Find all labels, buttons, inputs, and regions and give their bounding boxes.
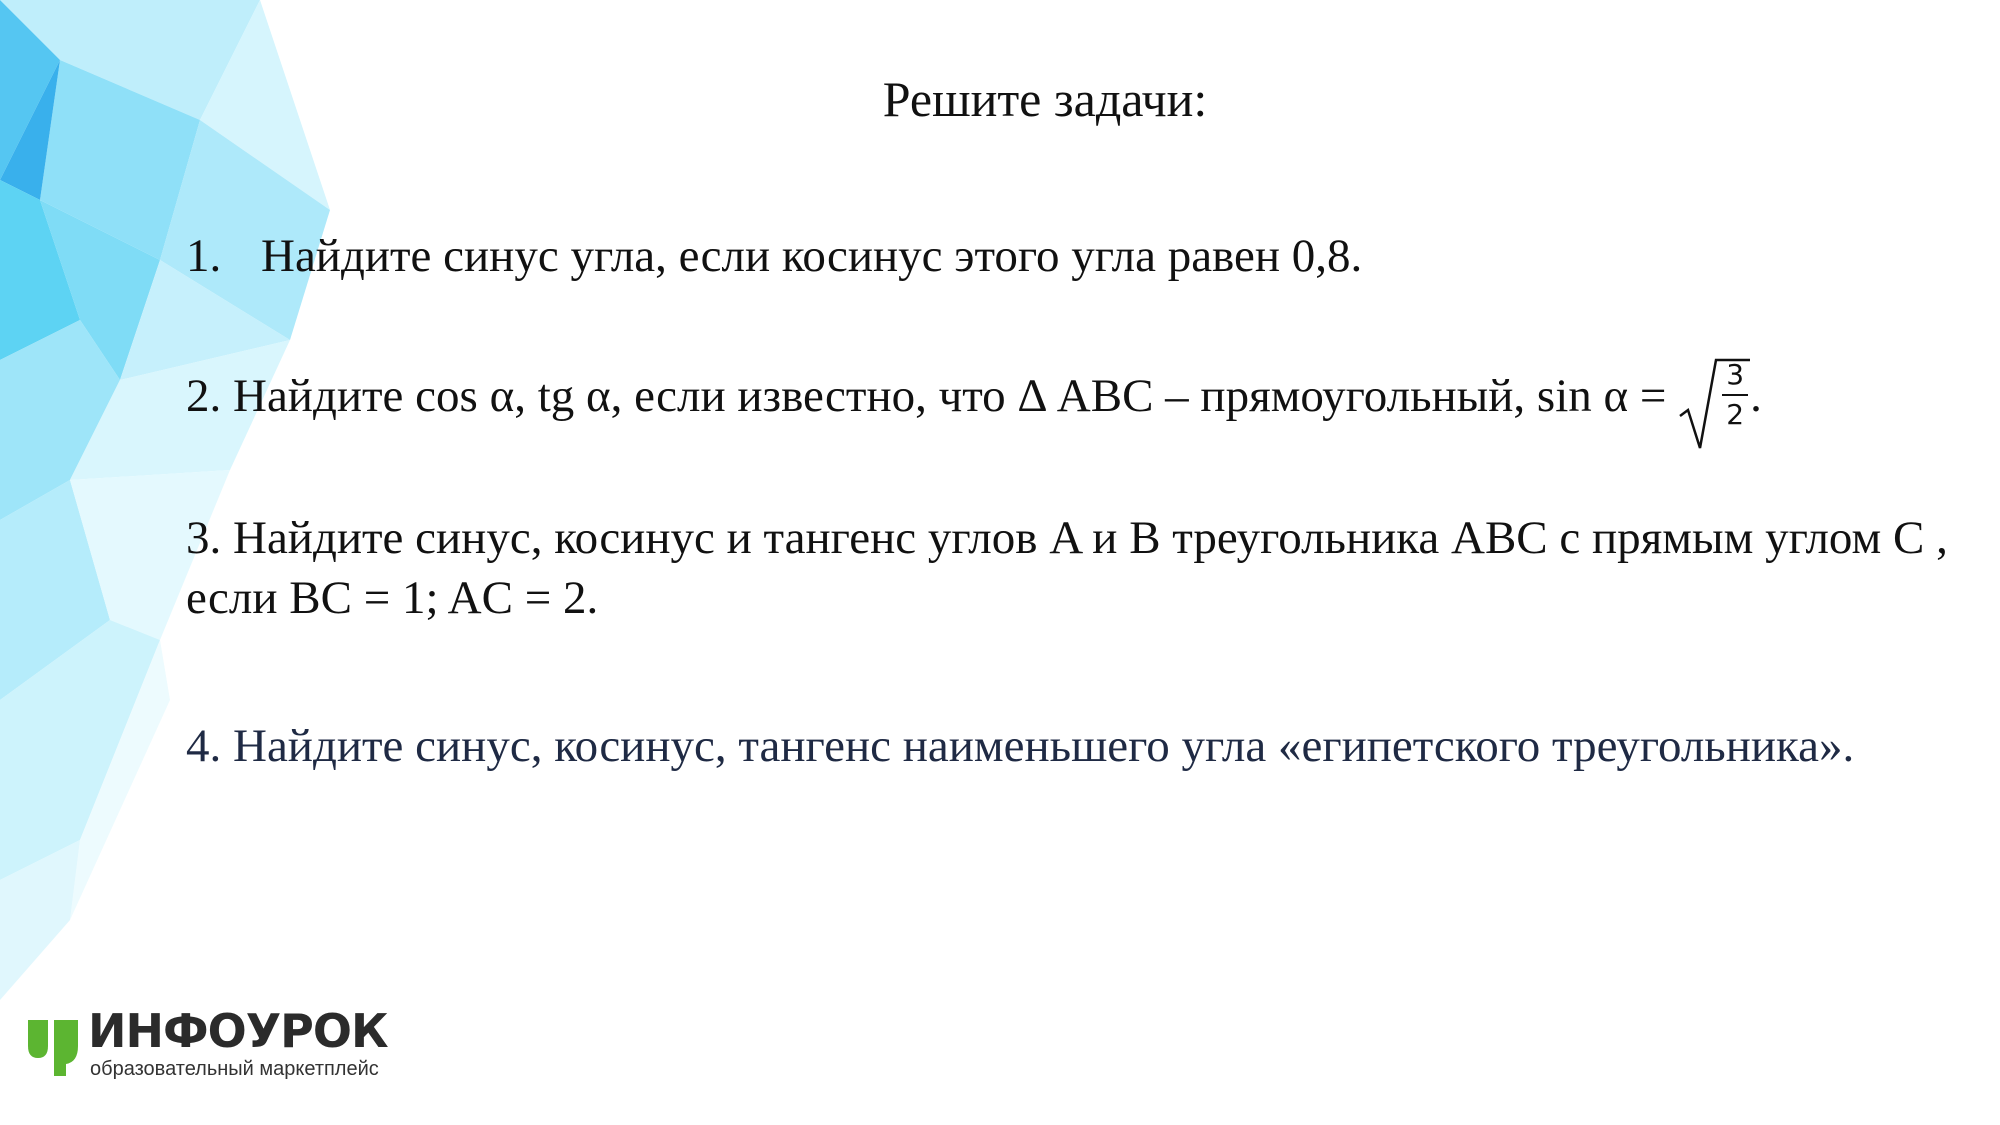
logo-mark-icon <box>26 1016 82 1078</box>
fraction-numerator: 3 <box>1726 358 1745 392</box>
task-1 <box>186 226 1362 286</box>
task-1-text: Найдите синус угла, если косинус этого угла равен 0,8. <box>261 230 1363 282</box>
sqrt-fraction <box>1678 358 1750 432</box>
fraction <box>1720 356 1750 434</box>
task-1-number: 1. <box>186 230 222 282</box>
task-2-end: . <box>1750 370 1762 422</box>
logo-name: ИНФОУРОК <box>88 1004 388 1058</box>
infourok-logo <box>26 1004 406 1090</box>
task-4: 4. Найдите синус, косинус, тангенс наименьшего угла «египетского треугольника». <box>186 720 1855 772</box>
task-2 <box>186 358 1762 432</box>
task-2-text: 2. Найдите cos α, tg α, если известно, что Δ ABC – прямоугольный, sin α = <box>186 370 1667 422</box>
fraction-bar <box>1722 394 1748 396</box>
task-3: 3. Найдите синус, косинус и тангенс углов A и B треугольника ABC с прямым углом C , если BC = 1; AC = 2. <box>186 512 1948 624</box>
page-title: Решите задачи: <box>882 71 1208 127</box>
fraction-denominator: 2 <box>1726 398 1745 432</box>
logo-tagline: образовательный маркетплейс <box>90 1058 379 1080</box>
